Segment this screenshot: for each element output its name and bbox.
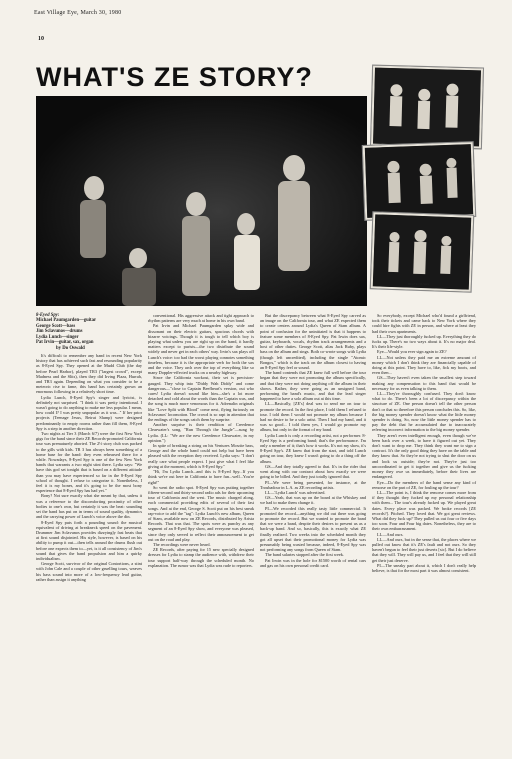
caption-member: Jim Sclavunos—drums: [36, 329, 83, 335]
paragraph: LL—They're thoroughly confused. They don't know what to do. There's been a lot of discrepancy within the structure of ZE. One person doesn't tell the other person don't or that so therefore this person concludes this. So, like, the big money spender doesn't know what the little money spender is doing. So, now the little money spender has to pay the debt that he accumulated due to inaccurately referring incorrect information to the big money spender.: [372, 391, 476, 433]
paragraph: Since the California workout, their set is precision-gauged. They whip into "Diddy Wah Diddy" and come dangerous—"close to Captain Beefheart's version, out who cares! Lydia doesn't sound like him—she's a lot more detached and cold about the words than the Captain was, and the song is much more venomous for it. Adrenalin originals like "Love Split with Blood" come next, flying furiously on Sclavunos' locomotion. The crowd is so rapt in attention that the endings of the songs catch them by surprise.: [148, 375, 254, 423]
paragraph: Lydia Lunch, 8-Eyed Spy's singer and lyricist, is definitely not surprised. "I think it was pretty intentional. I wasn't going to do anything to make me less popular. I mean, how could I? I was pretty unpopular as it was..." If her prior projects (Teenage Jesus, Beirut Slump) were designed predominantly to empty rooms rather than fill them, 8-Eyed Spy is a step in another direction.: [36, 394, 142, 431]
paragraph: In spite of breaking a string on his Ventures Mosrite bass, George and the whole band could not help but have been pleased with the reception they received. Lydia says: "I don't really care what people expect. I just give what I feel like giving at the moment, which is 8-Eyed Spy.": [148, 443, 254, 469]
paragraph: GS—They haven't even taken the smallest step toward making any compensation to this band that would be necessary for us even talking to them.: [372, 375, 476, 391]
paragraph: Lydia Lunch is only a recording artist, not a performer. 8-Eyed Spy is a performing band; that's the performance. I'm only a member of it; that's how it works. It's not my show, it's 8-Eyed Spy's. ZE knew that from the start, and told Lunch going on tour, they knew I wasn't going to do a thing off the album.: [260, 432, 366, 464]
photo-caption: [36, 313, 122, 345]
band-photo: [36, 96, 367, 306]
paragraph: Bony? Not sure exactly what she meant by that, unless it was a reference to the discomforting proximity of other bodies to one's own, but certainly it was the beat: sounding set the band has put on in terms of sound quality, dynamics and the carrying power of Lunch's voice above the din.: [36, 493, 142, 520]
paragraph: The band contends that ZE knew full well before the tour began that they were not promoting the album specifically, and that they were not doing anything off the album in their shows. Rather, they were going as an unsigned band, performing the band's music, and that the lead singer happened to have a solo album out at this time.: [260, 370, 366, 402]
paragraph: Eye—Do the members of the band sense any kind of remorse on the part of ZE, for fouling up the tour?: [372, 479, 476, 490]
article-column-2: [148, 313, 254, 568]
paragraph: The recordings were never heard.: [153, 541, 211, 547]
band-photo-small-3: [371, 212, 474, 291]
paragraph: Another surprise is their rendition of Creedence Clearwater's song, "Run Through the Jungle"—sung by Lydia. (LL: "We are the new Creedence Clearwater, in my opinion."): [148, 422, 254, 443]
byline: by Do Oswald: [56, 346, 85, 351]
paragraph: But the discrepancy between what 8-Eyed Spy carved as an image on the California tour, and what ZE expected them to create centers around Lydia's Queen of Siam album. A point of confusion for the uninitiated is that it happens to feature some members of 8-Eyed Spy. Pat Irwin does sax, guitar, keyboards, vocals, rhythm track arrangements and a host of other duties. George Scott, alias Jack Ruby, plays bass on the album and sings. Both co-wrote songs with Lydia (though left uncredited), including the single "Atomic Bongos," which is the track on the album closest to having an 8-Eyed Spy feel or sound.: [260, 313, 366, 371]
paragraph: conventional. His aggressive attack and tight approach to rhythm patterns are very much at home in his own band.: [148, 313, 254, 324]
paragraph: George Scott, survivor of the original Contortions, a stint with John Cale and a couple of other gruelling tours, weaves his bass sound into more of a low-frequency lead guitar, rather than assign it anything: [36, 561, 142, 582]
paragraph: PI—We recorded this really tasty little commercial. It promoted the record—anything we did out there was going to promote the record. But we wanted to promote the band that we were a band, despite their desires to present us as a back-up band. And so, basically, this is exactly what ZE finally realized. Two weeks into the scheduled month they got all upset that their promotional money for Lydia was presumably being wasted because, indeed, 8-Eyed Spy was not performing any songs from Queen of Siam.: [260, 505, 366, 553]
paragraph: Eye—Would you ever sign again to ZE?: [377, 349, 447, 355]
paragraph: Pat Irwin was in the hole for $1500 worth of rental cars and gas on his own personal credit card.: [260, 557, 366, 568]
article-column-3: [260, 313, 366, 568]
caption-member: Pat Irvin—guitar, sax, organ: [36, 340, 94, 346]
paragraph: PI—We were being presented, for instance, at the Troubadour in L.A. as ZE recording artists.: [260, 479, 366, 490]
paragraph: LL—'Lydia Lunch' was advertised.: [265, 489, 326, 495]
caption-member: Michael Paumgarden—guitar: [36, 318, 97, 324]
paragraph: So went the radio spot. 8-Eyed Spy was putting together fifteen-second and thirty-second radio ads for their upcoming tour of California and the west. The music charged along, each commercial providing edits of several of their fast songs. And at the end, George S. Scott put on his best sneak rap-voice to add the "tag": Lydia Lunch's new album, Queen of Siam, available now on ZE Records, distributed by Arista Records. That was that. The spots were as punchy as any segment of an 8-Eyed Spy show, and everyone was pleased, since they only served to reflect their announcement to get out on the road and play.: [148, 484, 254, 542]
paragraph: ZE Records, after paying for 15 new specially designed dresses for Lydia to stamp the audience with, withdrew their tour support half-way through the scheduled month. No explanation. The rumor was that Lydia was rude to reporters.: [148, 547, 254, 568]
caption-band-name: 8-Eyed Spy:: [36, 313, 60, 318]
paragraph: GS—And they totally agreed to that. It's in the rider that went along with our contract about how exactly we were going to be billed. And they just totally ignored that.: [260, 463, 366, 480]
paragraph: They aren't even intelligent enough, even though we've been back over a week, to have it figured out yet. They don't want to drop me. They think they want me to sign a contract. It's the only good thing they have on the table and they know that. So they're not trying to shut the door on us and look us outside; they're not. They're just too uncoordinated to get it together and give us the fucking money they owe us immediately, before their lives are endangered.: [372, 432, 476, 480]
paragraph: The band salaries stopped after the first week.: [265, 552, 344, 558]
paragraph: LL—The point is, I think the remorse comes more from if they thought they fucked up my personal relationship with them... The tour's already fucked up. We played great dates. Every place was packed. We broke records [ZE records?]. Pitched. They loved that. We got great reviews. What did they fuck up? They pulled us out four or five days too soon. Four and Four big dates. Nonetheless, they are to their own embarrassment.: [372, 489, 476, 532]
page-header: East Village Eye, March 30, 1980: [34, 10, 122, 16]
caption-member: Lydia Lunch—singer: [36, 334, 79, 340]
paragraph: "Hi, I'm Lydia Lunch...and this is 8-Eyed Spy...If you think we're out here in California to have fun...well...You're right!": [148, 469, 254, 485]
paragraph: LL—They just thoroughly fucked up. Everything they do fucks up. There's no two ways about it. It's no major deal. It's their life-style.: [372, 333, 476, 350]
headline: WHAT'S ZE STORY?: [36, 62, 313, 92]
paragraph: Two nights at Tier 3 (March 6/7) were the first New York gigs for the band since their ZE Records-promoted California tour was prematurely aborted. The 2½ story club was packed to the gills with kids. TR 3 has always been something of a home base for the band: they even rehearsed there for a while. Nowadays, 8-Eyed Spy is one of the few New York bands that warrants a two night stint there. Lydia says: "We have this god set tonight that is based on a different attitude than you may have experienced so far in the 8-Eyed Spy school of thought. I refuse to categorize it. Nonetheless, I feel it is my bones, and it's going to be the most bony experience that 8-Eyed Spy has had yet.": [36, 431, 142, 494]
paragraph: LL—Basically, [ZE's] deal was to send me on tour to promote the record. In the first place, I told them I refused to tour. I told them I would not promote my album because I had no desire to be a solo artist. Then I had my band, and it was so good... I told them yes, I would go promote my album, but only in the format of my band.: [260, 401, 366, 433]
paragraph: So everybody, except Michael who'd found a girlfriend, took their tickets and came back to New York where they could hire fights with ZE in person, and where at least they had their own apartments.: [372, 313, 476, 334]
caption-member: George Scott—bass: [36, 323, 76, 329]
paragraph: It's difficult to remember any band in recent New York history that has achieved such fast and resounding popularity as 8-Eyed Spy. They opened at the Mudd Club (the day before Pearl Harbor), played TR3 ("largest crowd", except Madness and the Slits), then they did Irving Plaza, Hurrah, and TR3 again. Depending on what you consider to be a meteoric rise to fame, this band has certainly grown an enormous following in a relatively short time.: [36, 353, 142, 395]
paragraph: LL—And ours, but in the sense that, the places where we pulled out know that it's ZE's fault and not ours. So they haven't begun to feel their just deserts [sic]. But I do believe that they will. They will pay us, and I feel that they will still get their just deserve.: [372, 536, 476, 563]
paragraph: Pat Irvin and Michael Paumgarden splay wide and dissonant on their electric guitars, spacious chords with bizarre voicings. Though it is tough to tell which boy is playing what unless you are right up on the band, it hardly matters except to purists—the two distribute the sound widely and never get in each others' way. Irvin's sax plays off Lunch's voice: too bad the worst playing connotes something timeless, because it is the appropriate verb for both the sax and the voice. They arch over the top of everything like so many Doppler-effected trucks on a nearby highway.: [148, 323, 254, 376]
paragraph: LL—Not unless they paid me an extreme amount of money which I don't think they are financially capable of doing at this point. They have to, like, fick my boots, and even then...: [372, 354, 476, 376]
band-photo-small-2: [363, 142, 476, 220]
paragraph: PI—The sneaky part about it, which I don't really help believe, is that for the most part it was almost consistent.: [372, 562, 476, 573]
article-column-1: [36, 353, 142, 582]
paragraph: 8-Eyed Spy puts forth a pounding sound: the musical equivalent of driving at breakneck speed on the pavement. Drummer Jim Sclavunos provides dizzyingly fast beats that at first sound disjointed. His style, however, is based on his ability to pump it out—then tells around the drums flush out before one expects them to—yet, is it all consistency of Jim's sound that gives the band propulsion and him a quirky individualism.: [36, 519, 142, 561]
article-column-4: [372, 313, 476, 573]
band-photo-small-1: [371, 66, 483, 149]
page-number: 10: [38, 36, 44, 42]
paragraph: LL—And ours.: [377, 531, 404, 537]
photo-credit: BEATE NILSEN: [408, 282, 430, 286]
paragraph: GS—Yeah, that was up on the board at the Whiskey and we had to make them change it.: [260, 495, 366, 506]
